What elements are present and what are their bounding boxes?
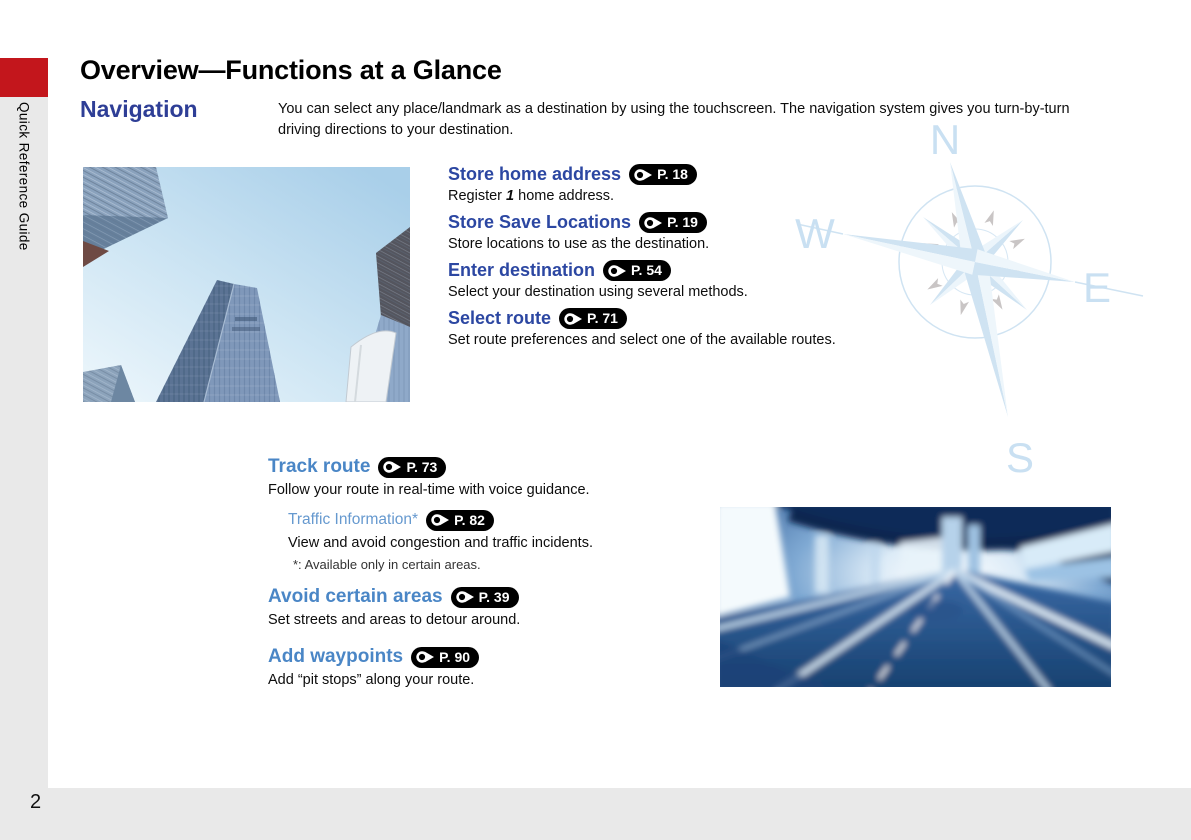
feature-heading — [268, 455, 593, 479]
page-arrow-icon — [415, 650, 437, 664]
feature-title-text: Track route — [268, 456, 371, 477]
page-ref-text: P. 71 — [587, 310, 618, 326]
compass-letter-s: S — [1005, 434, 1035, 481]
page-ref-badge[interactable] — [411, 647, 479, 668]
feature-description: Store locations to use as the destination. — [448, 236, 710, 252]
feature-heading — [268, 585, 593, 609]
page-ref-text: P. 90 — [439, 649, 471, 665]
page-arrow-icon — [607, 264, 629, 278]
page-ref-text: P. 82 — [454, 512, 485, 528]
feature-title-text: Avoid certain areas — [268, 586, 443, 607]
feature-heading — [268, 645, 593, 669]
sidebar-label-wrap — [0, 102, 48, 251]
chapter-tab-marker — [0, 58, 48, 97]
traffic-information-block — [288, 509, 593, 575]
feature-description: Set route preferences and select one of the available routes. — [448, 332, 836, 348]
page-ref-text: P. 19 — [667, 214, 698, 230]
section-intro-text: You can select any place/landmark as a destination by using the touchscreen. The navigation system gives you turn-by-turn driving directions to your destination. — [278, 101, 1070, 138]
feature-heading — [448, 259, 836, 282]
feature-title-text: Store home address — [448, 164, 622, 184]
page-ref-badge[interactable] — [559, 308, 627, 329]
footer-bar — [0, 788, 1191, 840]
city-skyline-image — [83, 167, 410, 402]
compass-letter-w: W — [795, 210, 835, 257]
page-arrow-icon — [455, 590, 477, 604]
feature-description: Follow your route in real-time with voice guidance. — [268, 482, 590, 498]
page-title: Overview—Functions at a Glance — [80, 55, 502, 85]
page-ref-badge[interactable] — [451, 587, 519, 608]
feature-title-text: Traffic Information* — [288, 511, 419, 528]
page-ref-text: P. 18 — [657, 166, 688, 182]
feature-title-text: Select route — [448, 308, 552, 328]
page-ref-badge[interactable] — [603, 260, 671, 281]
page-arrow-icon — [430, 513, 452, 527]
feature-description: View and avoid congestion and traffic incidents. — [288, 535, 593, 551]
page-ref-text: P. 73 — [406, 459, 438, 475]
page-number: 2 — [30, 791, 42, 813]
feature-description: Set streets and areas to detour around. — [268, 612, 521, 628]
page-ref-badge[interactable] — [426, 510, 494, 531]
page-ref-text: P. 54 — [631, 262, 662, 278]
page-ref-badge[interactable] — [378, 457, 446, 478]
page-arrow-icon — [382, 460, 404, 474]
page-ref-text: P. 39 — [478, 589, 510, 605]
feature-description: Select your destination using several methods. — [448, 284, 748, 300]
compass-letter-e: E — [1082, 264, 1112, 311]
feature-heading — [448, 307, 836, 330]
compass-long-points — [843, 162, 1075, 417]
page-arrow-icon — [643, 216, 665, 230]
feature-title-text: Enter destination — [448, 260, 596, 280]
route-feature-list — [268, 455, 593, 691]
feature-title-text: Add waypoints — [268, 646, 404, 667]
feature-heading — [448, 163, 836, 186]
compass-letter-n: N — [929, 116, 961, 163]
sidebar-chapter-label: Quick Reference Guide — [16, 102, 32, 251]
availability-footnote: *: Available only in certain areas. — [293, 557, 481, 572]
feature-description: Add “pit stops” along your route. — [268, 672, 475, 688]
page-ref-badge[interactable] — [629, 164, 697, 185]
emphasized-number: 1 — [506, 188, 515, 204]
highway-motion-image — [720, 507, 1111, 687]
section-heading-navigation: Navigation — [80, 96, 198, 122]
navigation-feature-list — [448, 163, 836, 355]
compass-rose-watermark — [790, 97, 1160, 487]
feature-description: Register 1 home address. — [448, 188, 615, 204]
page-arrow-icon — [563, 312, 585, 326]
page-arrow-icon — [633, 168, 655, 182]
feature-heading — [288, 509, 593, 531]
feature-title-text: Store Save Locations — [448, 212, 632, 232]
page-ref-badge[interactable] — [639, 212, 707, 233]
feature-heading — [448, 211, 836, 234]
